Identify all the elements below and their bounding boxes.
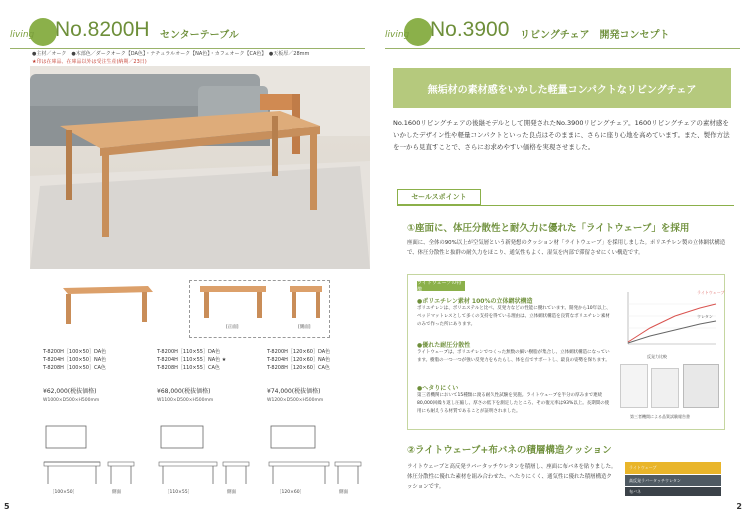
point-1-body: 座面に、全体の90%以上が空気層という新発想のクッション材「ライトウェーブ」を採用しました。ポリエチレン製の立体網状構造で、体圧分散性と抜群の耐久力をほこり、通気性もよく、湿気を内部で滞留させにくい構造です。 xyxy=(407,240,726,256)
right-header xyxy=(385,14,740,48)
chart-legend-1: ライトウェーブ xyxy=(697,290,725,295)
living-tag: living xyxy=(10,30,35,40)
dimension-drawing-2 xyxy=(155,422,255,492)
intro-text: No.1600リビングチェアの後継モデルとして開発されたNo.3900リビングチェア。1600リビングチェアの素材感をいかしたデザイン性や軽量コンパクトといった良点はそのままに、さらに座り心地を高めています。また、製作方法を一から見直すことで、さらにお求めやすい価格を実現させました。 xyxy=(393,119,730,151)
features-tab: ライトウェーブの特徴 xyxy=(417,281,465,291)
point-2-body: ライトウェーブと高反発ラバータッチウレタンを積層し、座面に布バネを貼りました。体圧分散性に優れた素材を組み合わせた、へたりにくく、通気性に優れた積層構造クッションです。 xyxy=(407,464,617,490)
page-number: 5 xyxy=(4,502,10,511)
spec-line: T-8200H［110×55］DA色 xyxy=(157,349,221,355)
drawing-label-2: ［110×55］ xyxy=(165,490,193,495)
spec-line: T-8208H［110×55］CA色 xyxy=(157,365,220,371)
spec-line: T-8200H［120×60］DA色 xyxy=(267,349,331,355)
spec-line: T-8200H［100×50］DA色 xyxy=(43,349,107,355)
model-number: No.3900 xyxy=(430,18,510,41)
model-number: No.8200H xyxy=(55,18,150,41)
report-thumb-2 xyxy=(651,368,679,408)
drawing-side-1: 側面 xyxy=(112,490,121,495)
cushion-diagram xyxy=(625,462,721,502)
table-photo-front xyxy=(58,284,158,328)
spec-line: T-8204H［120×60］NA色 xyxy=(267,357,331,363)
size-3: W1200×D500×H500mm xyxy=(267,398,324,403)
drawing-label-1: ［100×50］ xyxy=(50,490,78,495)
header-rule xyxy=(10,48,365,49)
price-1: ¥62,000(税抜価格) xyxy=(43,388,97,395)
report-caption: 第三者機関による品質試験報告書 xyxy=(630,414,690,419)
drawing-side-3: 側面 xyxy=(339,490,348,495)
front-label: [正面] xyxy=(226,325,239,330)
page-number: 2 xyxy=(736,502,742,511)
feature-1-title: ●ポリエチレン素材 100%の立体網状構造 xyxy=(417,298,533,305)
point-1-heading: ①座面に、体圧分散性と耐久力に優れた「ライトウェーブ」を採用 xyxy=(407,223,690,234)
layer-lightwave: ライトウェーブ xyxy=(625,462,721,474)
price-2: ¥68,000(税抜価格) xyxy=(157,388,211,395)
size-2: W1100×D500×H500mm xyxy=(157,398,214,403)
report-thumb-3 xyxy=(683,364,719,408)
price-3: ¥74,000(税抜価格) xyxy=(267,388,321,395)
rebound-chart xyxy=(620,288,720,352)
model-col-1 xyxy=(43,348,106,372)
chart-legend-2: ウレタン xyxy=(697,314,713,319)
drawing-side-2: 側面 xyxy=(227,490,236,495)
tab-rule xyxy=(397,205,734,206)
right-page xyxy=(375,0,750,527)
layer-fabric-spring: 布バネ xyxy=(625,487,721,496)
feature-3-body: 第三者機関において15種類に渡る耐久性試験を実施。ライトウェーブを半分の厚みまで連続80,000回繰り返し圧縮し、厚さの低下を測定したところ、その復元率は93%以上。長期間の使用にも耐えうる材質であることが証明されました。 xyxy=(417,393,610,414)
layer-urethane: 高反発ラバータッチウレタン xyxy=(625,475,721,486)
dimension-drawing-1 xyxy=(40,422,140,492)
living-tag: living xyxy=(385,30,410,40)
report-thumb-1 xyxy=(620,364,648,408)
side-label: [側面] xyxy=(298,325,311,330)
left-header xyxy=(10,14,365,48)
concept-title: リビングチェア 開発コンセプト xyxy=(520,30,670,41)
size-1: W1000×D500×H500mm xyxy=(43,398,100,403)
concept-banner: 無垢材の素材感をいかした軽量コンパクトなリビングチェア xyxy=(393,68,731,108)
chart-caption: 反発力比較 xyxy=(647,354,667,359)
product-title: センターテーブル xyxy=(160,30,239,41)
feature-2-title: ●優れた耐圧分散性 xyxy=(417,342,471,349)
options-line: ●主材／オーク ●木部色／ダークオーク【DA色】・ナチュラルオーク【NA色】・カフェオーク【CA色】 ●天板厚／28mm xyxy=(32,51,310,57)
spec-line: T-8208H［120×60］CA色 xyxy=(267,365,330,371)
stock-note: ★印は在庫品、在庫品以外は受注生産(納期／23日) xyxy=(32,59,147,65)
model-col-3 xyxy=(267,348,330,372)
feature-3-title: ●へタりにくい xyxy=(417,385,459,392)
table-front-view xyxy=(198,284,268,320)
model-col-2 xyxy=(157,348,226,372)
table-side-view xyxy=(288,284,324,320)
dimension-drawing-3 xyxy=(265,422,365,492)
feature-2-body: ライトウェーブは、ポリエチレンでつくった無数の細い樹脂が集合し、立体網状構造になっています。樹脂の一つ一つが強い反発力をもたらし、体を点でサポートし、最良の姿勢を保ちます。 xyxy=(417,350,610,363)
spec-line: T-8204H［110×55］NA色 ★ xyxy=(157,357,227,363)
point-2-heading: ②ライトウェーブ+布バネの積層構造クッション xyxy=(407,445,612,456)
feature-1-body: ポリエチレンは、ポリエステルと比べ、反発力などの性能に優れています。開発から10年以上、ベッドマットレスとして多くの支持を得ている理由は、立体網状構造を良質なポリエチレン素材のみで作った所にあります。 xyxy=(417,306,611,327)
spec-line: T-8208H［100×50］CA色 xyxy=(43,365,106,371)
spec-line: T-8204H［100×50］NA色 xyxy=(43,357,107,363)
sales-points-tab: セールスポイント xyxy=(397,189,481,205)
header-rule xyxy=(385,48,740,49)
room-photo xyxy=(30,66,370,269)
drawing-label-3: ［120×60］ xyxy=(277,490,305,495)
